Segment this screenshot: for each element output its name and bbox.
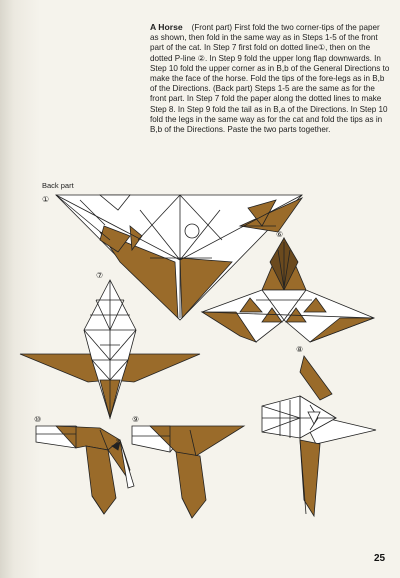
circled-number-2: ② [197,53,205,63]
step-8-number: ⑧ [296,345,304,354]
step-7-number: ⑦ [96,271,104,280]
step-9-diagram [132,426,244,518]
instructions-text-2: , then on the dotted P-line [150,43,371,63]
circled-number-1: ① [317,43,326,53]
back-part-caption: Back part [42,181,74,190]
step-6-number: ⑥ [276,230,284,239]
page-number: 25 [374,553,386,564]
section-part: (Front part) [191,23,233,32]
step-9-number: ⑨ [132,415,140,424]
instructions-text-1: First fold the two corner-tips of the paper as shown, then fold in the same way as in Steps 1-5 of the front part of the cat. In Step 7 first fold on dotted line [150,23,380,53]
step-10-diagram [36,426,134,514]
step-1-number: ① [42,195,50,204]
step-10-number: ⑩ [34,415,42,424]
section-title: A Horse [150,22,183,32]
instructions-text-3: . In Step 9 fold the upper long flap downwards. In Step 10 fold the upper corner as in B,b of the General Directions to make the face of the horse. Fold the tips of the fore-legs as in B,b of the Directions. (Back part) Steps 1-5 are the same as for the front part. In Step 7 fold the paper along the dotted lines to make Step 8. In Step 9 fold the tail as in B,a of the Directions. In Step 10 fold the legs in the same way as for the cat and fold the tips as in B,b of the Directions. Paste the two parts together. [150,53,390,135]
step-8-diagram [262,356,376,516]
